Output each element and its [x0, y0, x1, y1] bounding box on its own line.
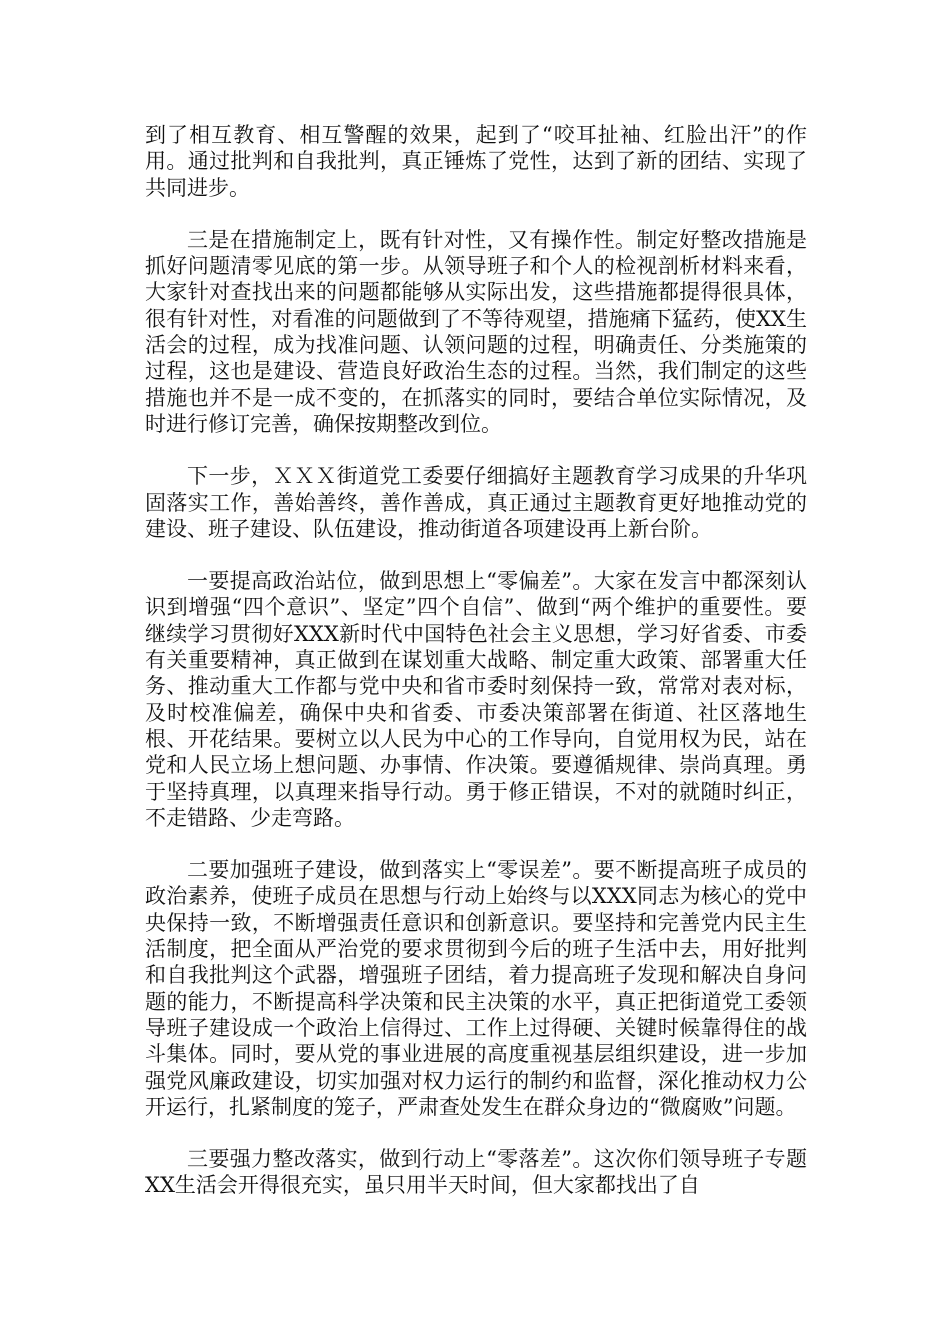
- paragraph-continuation: 到了相互教育、相互警醒的效果，起到了“咬耳扯袖、红脸出汗”的作用。通过批判和自我批判，真正锤炼了党性，达到了新的团结、实现了共同进步。: [145, 123, 807, 200]
- document-body: [145, 122, 807, 1225]
- paragraph-rectification: 三要强力整改落实，做到行动上“零落差”。这次你们领导班子专题XX生活会开得很充实，虽只用半天时间，但大家都找出了自: [145, 1147, 807, 1198]
- paragraph-measures: 三是在措施制定上，既有针对性，又有操作性。制定好整改措施是抓好问题清零见底的第一步。从领导班子和个人的检视剖析材料来看，大家针对查找出来的问题都能够从实际出发，这些措施都提得很具体，很有针对性，对看准的问题做到了不等待观望，措施痛下猛药，使XX生活会的过程，成为找准问题、认领问题的过程，明确责任、分类施策的过程，这也是建设、营造良好政治生态的过程。当然，我们制定的这些措施也并不是一成不变的，在抓落实的同时，要结合单位实际情况，及时进行修订完善，确保按期整改到位。: [145, 227, 807, 436]
- paragraph-next-step: 下一步，ＸＸＸ街道党工委要仔细搞好主题教育学习成果的升华巩固落实工作，善始善终，善作善成，真正通过主题教育更好地推动党的建设、班子建设、队伍建设，推动街道各项建设再上新台阶。: [145, 464, 807, 541]
- paragraph-political-stance: 一要提高政治站位，做到思想上“零偏差”。大家在发言中都深刻认识到增强“四个意识”、坚定”四个自信”、做到“两个维护的重要性。要继续学习贯彻好XXX新时代中国特色社会主义思想，学习好省委、市委有关重要精神，真正做到在谋划重大战略、制定重大政策、部署重大任务、推动重大工作都与党中央和省市委时刻保持一致，常常对表对标，及时校准偏差，确保中央和省委、市委决策部署在街道、社区落地生根、开花结果。要树立以人民为中心的工作导向，自觉用权为民，站在党和人民立场上想问题、办事情、作决策。要遵循规律、崇尚真理。勇于坚持真理，以真理来指导行动。勇于修正错误，不对的就随时纠正，不走错路、少走弯路。: [145, 569, 807, 830]
- paragraph-team-building: 二要加强班子建设，做到落实上“零误差”。要不断提高班子成员的政治素养，使班子成员在思想与行动上始终与以XXX同志为核心的党中央保持一致，不断增强责任意识和创新意识。要坚持和完善党内民主生活制度，把全面从严治党的要求贯彻到今后的班子生活中去，用好批判和自我批判这个武器，增强班子团结，着力提高班子发现和解决自身问题的能力，不断提高科学决策和民主决策的水平，真正把街道党工委领导班子建设成一个政治上信得过、工作上过得硬、关键时候靠得住的战斗集体。同时，要从党的事业进展的高度重视基层组织建设，进一步加强党风廉政建设，切实加强对权力运行的制约和监督，深化推动权力公开运行，扎紧制度的笼子，严肃查处发生在群众身边的“微腐败”问题。: [145, 858, 807, 1119]
